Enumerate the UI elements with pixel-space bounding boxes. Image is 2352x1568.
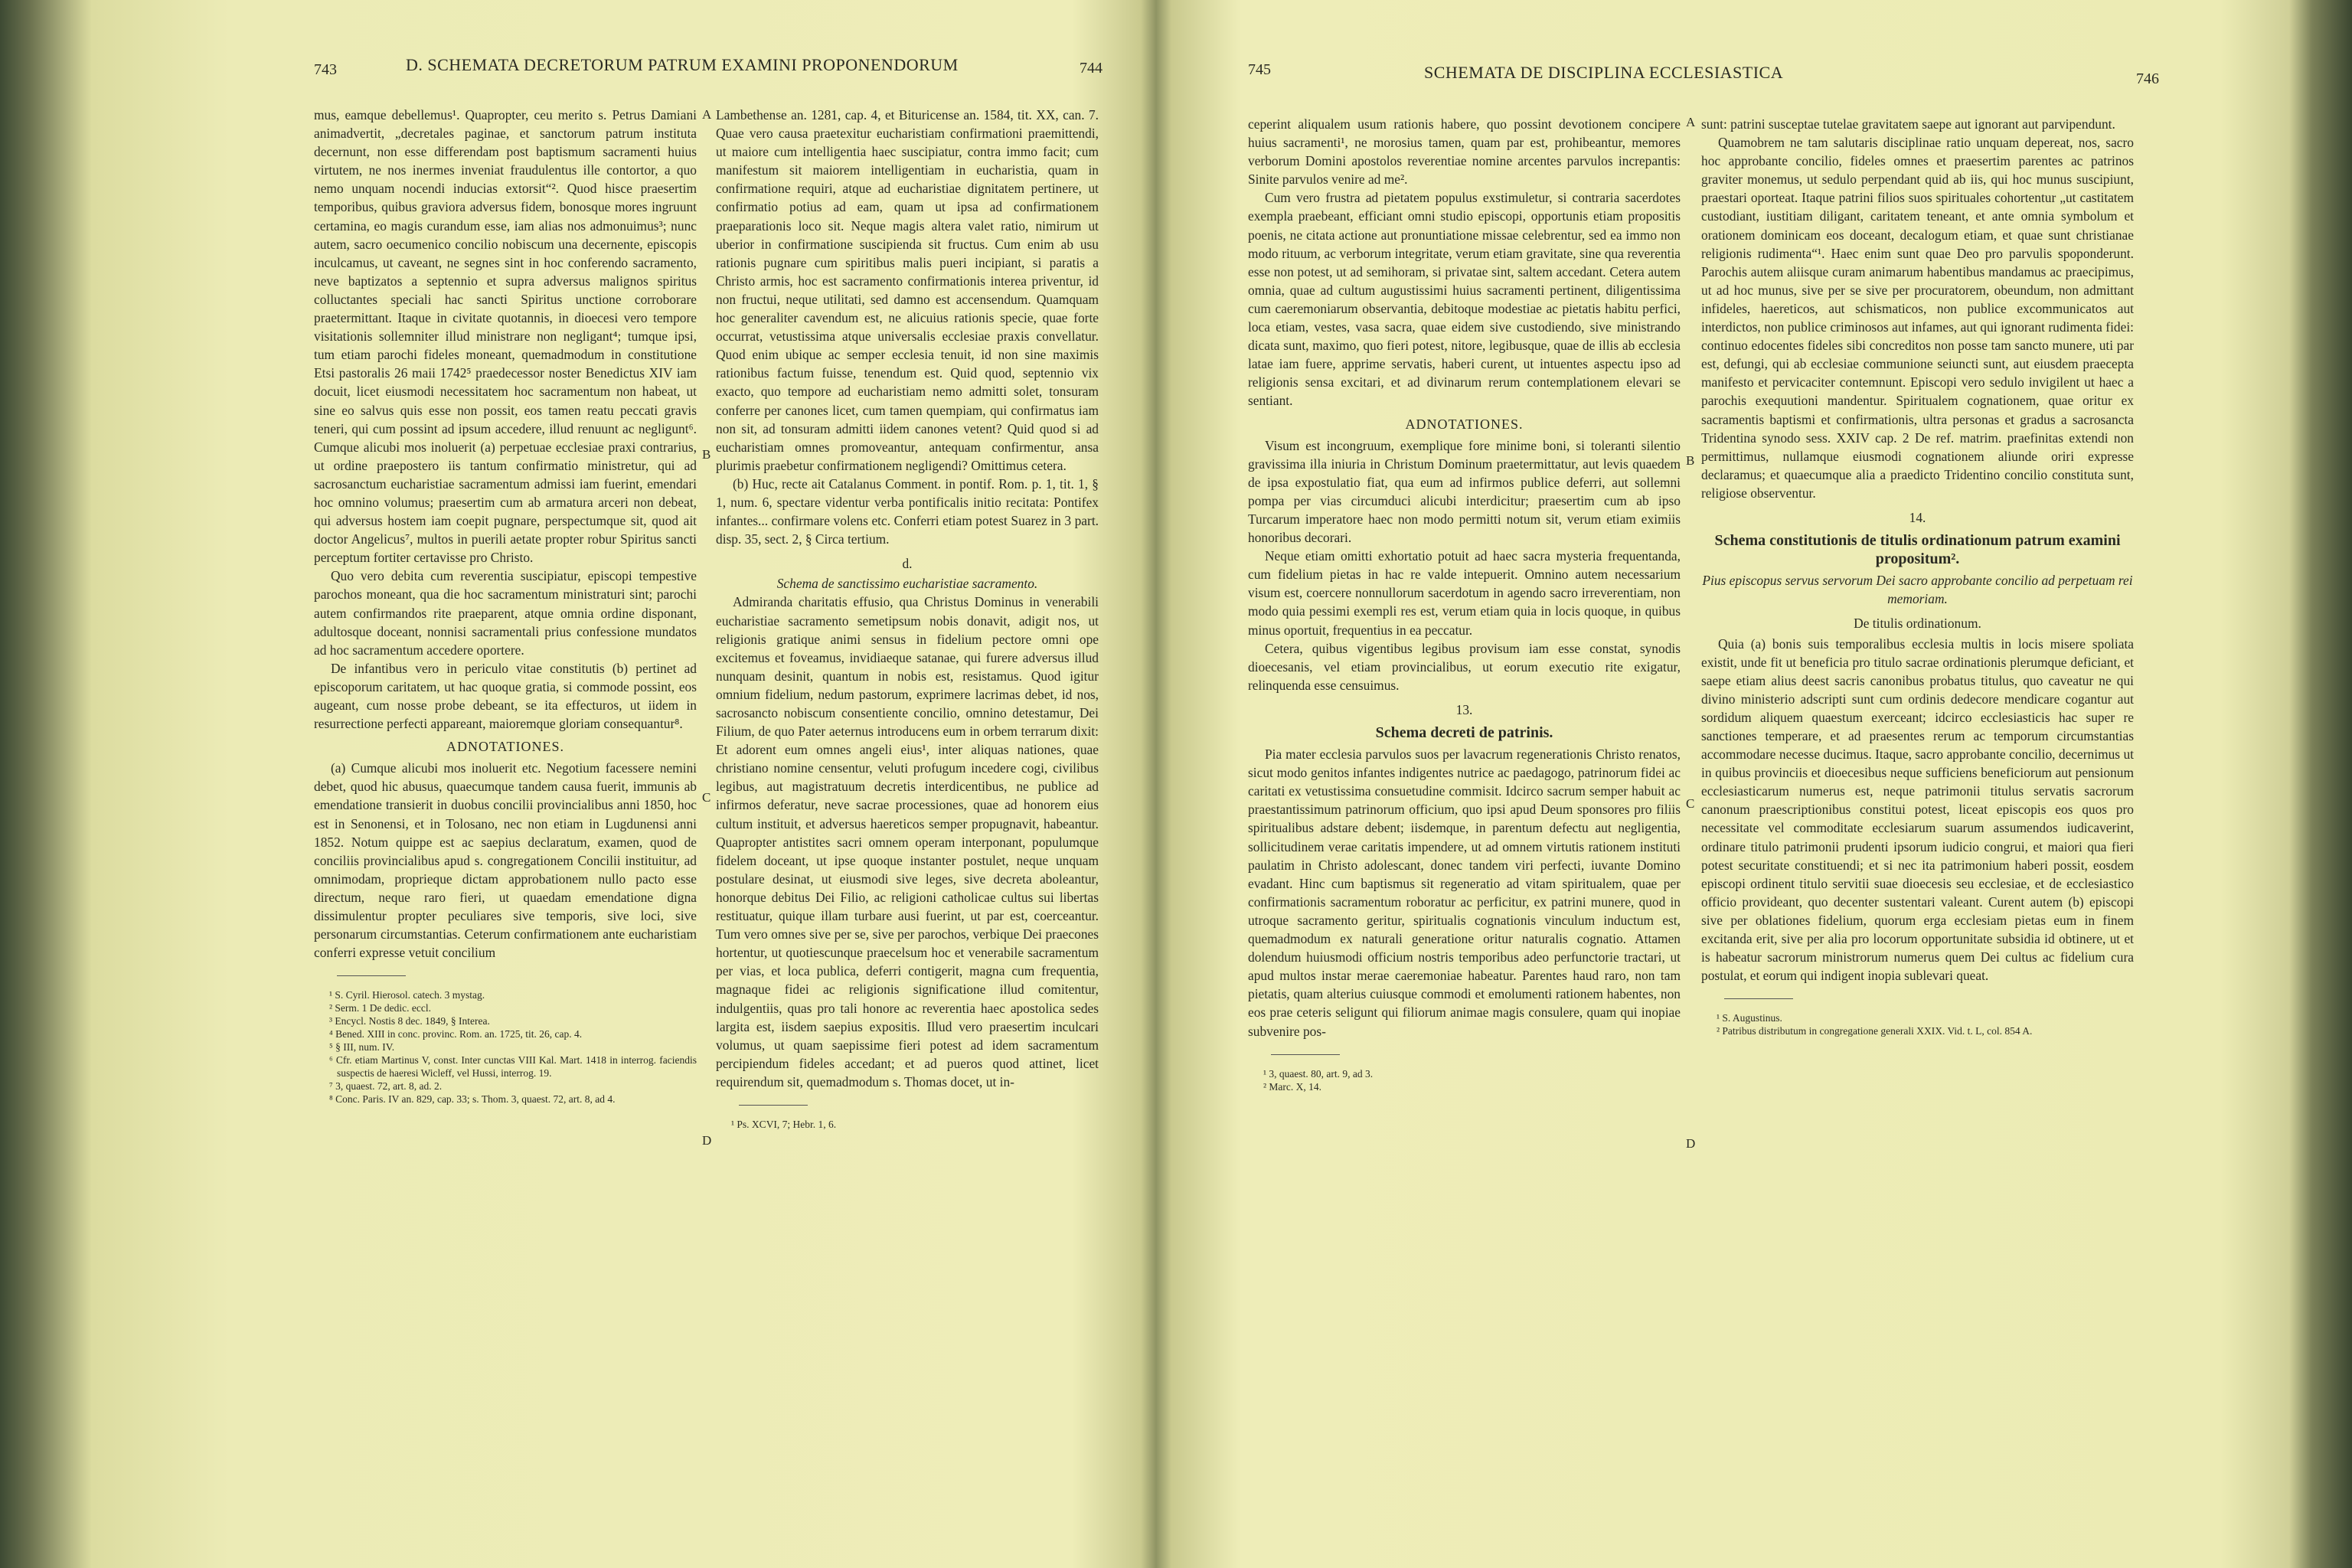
section-letter: d. — [902, 556, 913, 572]
paragraph: Neque etiam omitti exhortatio potuit ad haec sacra mysteria frequentanda, cum fidelium pietas in hac re valde intepuerit. Omnino autem necessarium visum est, coercere nonnullorum sacerdotum in agendo sacro irreverentiam, non modo quia pessimi exempli res est, verum etiam quia in locis quoque, in quibus minus oportuit, frequentius in ea peccatur. — [1248, 548, 1681, 638]
footnote: ⁵ § III, num. IV. — [329, 1041, 395, 1054]
footnotes — [716, 1118, 1099, 1131]
paragraph: Quo vero debita cum reverentia suscipiatur, episcopi tempestive parochos moneant, qua die hoc sacramentum ministraturi sint; parochi autem confirmandos rite praeparent, atque omnia ordine disponant, adultosque doceant, nonnisi sacramentali prius confessione mundatos ad hoc sacramentum accedere oportere. — [314, 568, 697, 658]
section-title: Schema de sanctissimo eucharistiae sacramento. — [776, 576, 1038, 592]
footnote-rule — [739, 1105, 808, 1106]
left-page — [291, 0, 1133, 1568]
left-column-a — [314, 106, 697, 1106]
paragraph: Quamobrem ne tam salutaris disciplinae ratio unquam depereat, nos, sacro hoc approbante concilio, fideles omnes et praesertim parentes ac patrinos graviter monemus, ut sedulo perpendant quid ab iis, qui hoc munus suscipiunt, praestari oporteat. Itaque patrini filios suos spirituales cohortentur „ut castitatem custodiant, iustitiam diligant, caritatem teneant, et ante omnia symbolum et orationem dominicam eos doceant, decalogum etiam, et quae sunt christianae religionis rudimenta“¹. Haec enim sunt quae Deo pro parvulis spoponderunt. Parochis autem aliisque curam animarum habentibus mandamus ac praecipimus, ut ad hoc munus, sive per se sive per procuratorem, obeundum, non admittant infideles, haereticos, aut schismaticos, non publice excommunicatos aut interdictos, non publice criminosos aut infames, aut qui ignorant rudimenta fidei: continuo edocentes fideles sibi concreditos non posse tam sancto munere, uti par est, defungi, qui ab ecclesiae communione seiuncti sunt, aut eiusdem praecepta manifesto et pervicaciter contemnunt. Episcopi vero sedulo invigilent ut haec a parochis exequutioni mandentur. Spiritualem cognationem, quae oritur ex sacramentis baptismi et confirmationis, ultra personas et gradus a sacrosancta Tridentina synodo sess. XXIV cap. 2 De ref. matrim. praefinitas extendi non permittimus, nullamque eiusmodi cognationem aliunde oriri expresse declaramus; et quaecumque alia a praedicto Tridentino concilio constituta sunt, religiose observentur. — [1701, 135, 2134, 501]
footnote: ¹ S. Cyril. Hierosol. catech. 3 mystag. — [329, 989, 485, 1001]
margin-letter: C — [702, 790, 711, 805]
paragraph: Pia mater ecclesia parvulos suos per lavacrum regenerationis Christo renatos, sicut modo genitos infantes indigentes nutrice ac paedagogo, patrinorum fidei ac caritati ex vetustissima consuetudine commisit. Idcirco sacrum semper habuit ac praestantissimum patrinorum officium, quo ipsi apud Deum sponsores pro filiis spiritualibus adstare debent; iisdemque, in parentum defectu aut negligentia, sollicitudinem verae caritatis impendere, ut ad omnem virtutis rationem instituti paulatim in Christo adolescant, donec tandem viri perfecti, iuvante Domino evadant. Hinc cum baptismus sit regeneratio ad vitam spiritualem, quae per confirmationis sacramentum roboratur ac perficitur, ex patrini munere, quod in utroque sacramento geritur, spiritualis cognationis vinculum inductum est, quemadmodum ex naturali generatione oritur naturalis cognatio. Attamen dolendum huiusmodi officium nostris temporibus adeo perfunctorie tractari, ut apud multos instar merae caeremoniae habeatur. Parentes haud raro, non tam pietatis, quam alterius cuiusque commodi et emolumenti rationem habentes, non eos prae ceteris seligunt qui filiorum animae magis consulere, quam qui inopiae subvenire pos- — [1248, 746, 1681, 1039]
footnotes — [1248, 1067, 1681, 1093]
footnote: ² Marc. X, 14. — [1263, 1080, 1322, 1093]
paragraph: (b) Huc, recte ait Catalanus Comment. in pontif. Rom. p. 1, tit. 1, § 1, num. 6, spectare videntur verba pontificalis initio recitata: Pontifex infantes... confirmare volens etc. Conferri etiam potest Suarez in 3 part. disp. 35, sect. 2, § Circa tertium. — [716, 475, 1099, 547]
right-page — [1225, 0, 2251, 1568]
paragraph: Quia (a) bonis suis temporalibus ecclesia multis in locis misere spoliata existit, unde fit ut beneficia pro titulo sacrae ordinationis plerumque deficiant, et saepe etiam alius deest sacris canonibus probatus titulus, quo caveatur ne qui divino ministerio adscripti sunt cum ordinis dedecore mendicare cogantur aut sordidum aliquem quaestum exerceant; idcirco ecclesiasticis hac super re sanctiones temperare, et ad praesentes rerum ac temporum circumstantias accommodare necesse ducimus. Itaque, sacro approbante concilio, decernimus ut in quibus provinciis et dioecesibus neque sufficiens beneficiorum aut pensionum ecclesiasticarum numerus est, neque patrimonii titulus servatis sacrorum canonum praescriptionibus constitui potest, liceat episcopis eos quos pro necessitate vel commoditate ecclesiarum suarum assumendos iudicaverint, ordinare titulo patrimonii prudenti ipsorum iudicio congrui, et maiori qua fieri potest securitate constituendi; et si nec ita patrimonium haberi possit, eosdem episcopi ordinent titulo servitii suae dioecesis seu ecclesiae, et de ecclesiastico officio provideant, quo decenter sustentari valeant. Curent autem (b) episcopi sive per oblationes fidelium, quorum erga ecclesiam pietas eum in finem excitanda erit, sive per alia pro locorum opportunitate subsidia id obtinere, ut et is habeatur sacrorum ministrorum numerus quem Dei cultus ac fidelium cura postulat, et eorum qui indigent inopia sublevari queat. — [1701, 635, 2134, 984]
footnotes — [314, 988, 697, 1106]
page-number-746: 746 — [2136, 70, 2159, 87]
paragraph: Admiranda charitatis effusio, qua Christus Dominus in venerabili eucharistiae sacramento semetipsum nobis donavit, adigit nos, ut religionis gratique animi sensus in fidelium pectore omni ope excitemus et foveamus, invidiaeque satanae, qui furere adversus illud nunquam desinit, quantum in nobis est, resistamus. Quod igitur omnium fidelium, nedum pastorum, exprimere lacrimas debet, id nos, sacrosancto nobiscum consentiente concilio, omnino detestamur, Dei Filium, de quo Pater aeternus introducens eum in orbem terrarum dixit: Et adorent eum omnes angeli eius¹, inter aliquas nationes, quae christiano nomine censentur, veluti profugum incedere cogi, civilibus legibus, aut magistratuum decretis interdicentibus, ne publice ad infirmos deferatur, neve sacrae processiones, quae ad honorem eius cultum instituit, et adversus haereticos semper propugnavit, habeantur. Quapropter antistites sacri omnem operam interponant, populumque fidelem doceant, ut ipse quoque instanter postulet, neque unquam postulare desinat, ut eiusmodi sive leges, sive decreta aboleantur, honorque debitus Dei Filio, ac religioni catholicae cultus sui libertas restituatur, quique illam turbare ausi fuerint, ut par est, coerceantur. Tum vero omnes sive per se, sive per parochos, verbique Dei praecones hortentur, ut quotiescunque praecelsum hoc et venerabile sacramentum per vias, et loca publica, deferri contigerit, magna cum frequentia, magnaque fidei ac religionis significatione illud comitentur, indulgentiis, quas pro tali honore ac reverentia haec apostolica sedes largita est, iisdem saepius expositis. Illud vero praesertim inculcari volumus, ut quam saepissime fieri potest ad idem sacramentum percipiendum fideles accedant; et ad pueros quod attinet, licet requirendum sit, quemadmodum s. Thomas docet, ut in- — [716, 594, 1099, 1089]
annotation-a: (a) Cumque alicubi mos inoluerit etc. Negotium facessere nemini debet, quod hic abusus, quaecumque tandem causa fuerit, immunis ab emendatione transierit in duobus concilii provincialibus anni 1850, hoc est in Senonensi, et in Tolosano, nec non etiam in Lugdunensi anni 1852. Notum quippe est ac saepius declaratum, examen, quod de conciliis provincialibus apud s. congregationem Concilii instituitur, ad omnimodam, proprieque dictam approbationem nullo pacto esse directum, neque raro fieri, ut quaedam emendatione digna dissimulentur propter peculiares sive temporis, sive loci, sive personarum circumstantias. Ceterum confirmationem ante eucharistiam conferri expresse vetuit concilium — [314, 760, 697, 961]
section-number: 13. — [1455, 701, 1473, 717]
annotations-heading: ADNOTATIONES. — [446, 739, 565, 755]
section-subtitle: Pius episcopus servus servorum Dei sacro approbante concilio ad perpetuam rei memoriam. — [1702, 573, 2133, 607]
running-header-right: SCHEMATA DE DISCIPLINA ECCLESIASTICA — [1424, 63, 1784, 82]
footnote: ⁶ Cfr. etiam Martinus V, const. Inter cunctas VIII Kal. Mart. 1418 in interrog. faciendis suspectis de haeresi Wicleff, vel Hussi, interrog. 19. — [329, 1054, 697, 1080]
paragraph: Visum est incongruum, exemplique fore minime boni, si toleranti silentio gravissima illa iniuria in Christum Dominum praetermittatur, aut levis quaedem de ipsa expostulatio fiat, qua eum ad infirmos publice deferri, aut sollemni pompa per vias circumduci alicubi interdicitur; praesertim cum ab ipso Turcarum imperatore haec non modo permitti notum sit, verum etiam eximiis honoribus decorari. — [1248, 437, 1681, 546]
footnote: ² Serm. 1 De dedic. eccl. — [329, 1002, 431, 1014]
paragraph: sunt: patrini susceptae tutelae gravitatem saepe aut ignorant aut parvipendunt. — [1701, 116, 2115, 132]
section-heading: De titulis ordinationum. — [1854, 616, 1981, 632]
footnote: ⁸ Conc. Paris. IV an. 829, cap. 33; s. Thom. 3, quaest. 72, art. 8, ad 4. — [329, 1093, 616, 1106]
footnote: ² Patribus distributum in congregatione generali XXIX. Vid. t. L, col. 854 A. — [1717, 1025, 2033, 1037]
page-number-743: 743 — [314, 61, 337, 78]
footnote: ³ Encycl. Nostis 8 dec. 1849, § Interea. — [329, 1015, 490, 1027]
left-column-b — [716, 106, 1099, 1131]
footnote-rule — [337, 975, 406, 976]
margin-letter: C — [1686, 796, 1695, 811]
margin-letter: B — [702, 447, 711, 462]
page-number-744: 744 — [1080, 60, 1102, 77]
paragraph: ceperint aliqualem usum rationis habere, quo possint devotionem concipere huius sacramenti¹, ne morosius tamen, quam par est, prohibeantur, memores verborum Domini apostolos reverentiae nomine arcentes parvulos increpantis: Sinite parvulos venire ad me². — [1248, 116, 1681, 188]
paragraph: mus, eamque debellemus¹. Quapropter, ceu merito s. Petrus Damiani animadvertit, „decretales paginae, et sanctorum patrum instituta decernunt, non esse differendam post baptismum sacramenti huius virtutem, ne nos inermes inveniat fraudulentus ille contortor, a quo nemo unquam nocendi inducias extorsit“². Quod hisce praesertim temporibus, quibus graviora adversus fidem, bonosque mores ingruunt certamina, eo magis curandum esse, iam alias nos admonuimus³; nunc autem, sacro oecumenico concilio nobiscum una decernente, episcopis inculcamus, ut caveant, ne segnes sint in hoc conferendo sacramento, neve baptizatos a septennio et supra adversus malignos spiritus colluctantes speciali hac sancti Spiritus unctione corroborare praetermittant. Itaque in civitate quotannis, in dioecesi vero tempore visitationis sollemniter illud ministrare non negligant⁴; tumque ipsi, tum etiam parochi fideles moneant, quemadmodum in constitutione Etsi pastoralis 26 maii 1742⁵ praedecessor noster Benedictus XIV iam docuit, licet eiusmodi necessitatem hoc sacramentum non habeat, ut sine eo salvus quis esse non possit, eos tamen reatu peccati gravis teneri, qui cum possint ad ipsum accedere, illud renuunt ac negligunt⁶. Cumque alicubi mos inoluerit (a) perpetuae ecclesiae praxi contrarius, ut ordine praepostero iis tantum confirmatio ministretur, qui ad sacrosanctum eucharistiae sacramentum admissi iam fuerint, emendari hoc omnino volumus; praesertim cum ab armatura arceri non debeat, qui adversus hostem iam coepit pugnare, perspectumque sit, quod ait doctor Angelicus⁷, multos in puerili aetate propter robur Spiritus sancti perceptum fortiter certavisse pro Christo. — [314, 107, 697, 566]
section-title: Schema constitutionis de titulis ordinationum patrum examini propositum². — [1714, 532, 2121, 568]
footnote: ⁴ Bened. XIII in conc. provinc. Rom. an. 1725, tit. 26, cap. 4. — [329, 1028, 583, 1040]
section-number: 14. — [1909, 509, 1926, 525]
paragraph: Cetera, quibus vigentibus legibus provisum iam esse constat, synodis dioecesanis, vel etiam provincialibus, ut eorum executio rite exigatur, relinquenda esse censuimus. — [1248, 640, 1681, 693]
margin-letter: D — [702, 1133, 712, 1148]
footnote: ¹ Ps. XCVI, 7; Hebr. 1, 6. — [731, 1118, 837, 1130]
section-title: Schema decreti de patrinis. — [1375, 724, 1553, 741]
footnote-rule — [1271, 1054, 1340, 1055]
footnotes — [1701, 1011, 2134, 1037]
paragraph: Cum vero frustra ad pietatem populus exstimuletur, si contraria sacerdotes exempla praebeant, efficiant omni studio episcopi, opportunis etiam propositis poenis, ne citata actione aut pronuntiatione missae celebrentur, sed ea immo non modo rituum, ac verborum integritate, verum etiam gravitate, sine qua reverentia esse non potest, ut ad semihoram, si privatae sint, saltem accedant. Cetera autem omnia, quae ad cultum augustissimi huius sacramenti pertinent, diligentissima cum caeremoniarum observantia, debitoque modestiae ac pietatis habitu perfici, loca etiam, vestes, vasa sacra, quae eidem sive custodiendo, sive ministrando dicata sunt, maximo, quo fieri potest, nitore, legibusque, quae de illis ab ecclesia latae iam fuere, apprime servatis, haberi curent, ut intuentes aspectu ipso ad religionis sensa excitari, et ad divinarum rerum contemplationem elevari se sentiant. — [1248, 190, 1681, 409]
footnote: ¹ S. Augustinus. — [1717, 1012, 1782, 1024]
right-column-a — [1248, 115, 1681, 1093]
margin-letter: B — [1686, 453, 1695, 468]
footnote: ¹ 3, quaest. 80, art. 9, ad 3. — [1263, 1067, 1374, 1080]
annotations-heading: ADNOTATIONES. — [1405, 416, 1524, 432]
page-number-745: 745 — [1248, 61, 1271, 78]
footnote: ⁷ 3, quaest. 72, art. 8, ad. 2. — [329, 1080, 443, 1093]
footnote-rule — [1724, 998, 1793, 999]
paragraph: Lambethense an. 1281, cap. 4, et Bituricense an. 1584, tit. XX, can. 7. Quae vero causa praetexitur eucharistiam confirmationi praemittendi, ut maiore cum intelligentia haec suscipiatur, contra immo facit; cum manifestum sit maiorem intelligentiam in eucharistia, quam in confirmatione requiri, atque ad eucharistiae dignitatem pertinere, ut confirmatio potius ad eam, quam ut ipsa ad confirmationem praeparationis loco sit. Neque magis altera valet ratio, nimirum ut uberior in confirmatione suscipienda sit fructus. Cum enim ab usu rationis pugnare cum spiritibus malis pueri incipiant, si paratis a Christo armis, hoc est sacramento confirmationis interea priventur, id non fructui, neque utilitati, sed damno est accensendum. Quamquam hoc generaliter cavendum est, ne alicuius rationis specie, quae forte occurrat, vetustissima atque universalis ecclesiae praxis convellatur. Quod enim ubique ac semper ecclesia tenuit, id non sine maximis rationibus factum fuisse, tenendum est. Quid quod, septennio vix exacto, quo tempore ad eucharistiam nemo admitti solet, tonsuram conferre per canones licet, cum tamen quempiam, qui confirmatus iam non sit, ad tonsuram admitti iidem canones vetent? Quid quod si ad eucharistiam omnes promoveantur, antequam confirmentur, ansa plurimis praebetur confirmationem negligendi? Omittimus cetera. — [716, 107, 1099, 473]
margin-letter: D — [1686, 1136, 1696, 1151]
running-header-left: D. SCHEMATA DECRETORUM PATRUM EXAMINI PROPONENDORUM — [406, 55, 959, 74]
right-column-b — [1701, 115, 2134, 1037]
margin-letter: A — [702, 107, 712, 122]
margin-letter: A — [1686, 115, 1696, 129]
paragraph: De infantibus vero in periculo vitae constitutis (b) pertinet ad episcoporum caritatem, ut hac quoque gratia, si commode possint, eos augeant, cum nosse probe debeant, se ita effecturos, ut iidem in resurrectione perfecti appareant, maioremque gloriam consequantur⁸. — [314, 660, 697, 732]
